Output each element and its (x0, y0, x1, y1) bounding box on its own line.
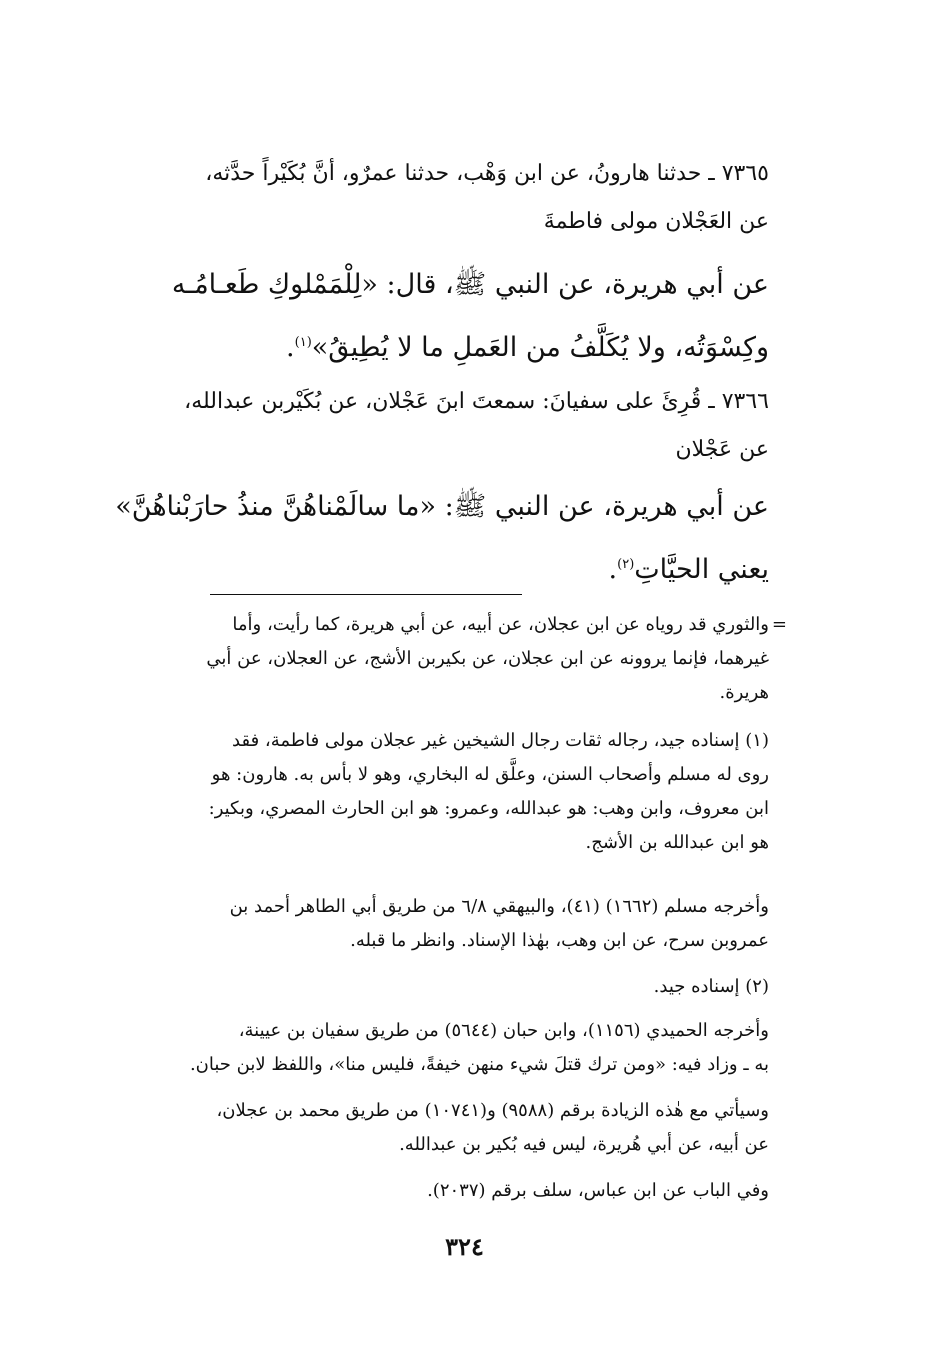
footnote-2 (69, 970, 769, 1004)
footnote-ref-2: (٢) (617, 557, 635, 572)
page-number: ٣٢٤ (445, 1232, 484, 1261)
footnote-2-more (69, 1094, 769, 1162)
footnote-2-extract-line1: وأخرجه الحميدي (١١٥٦)، وابن حبان (٥٦٤٤) من طريق سفيان بن عيينة، (238, 1020, 769, 1041)
footnote-1-extract-line2: عمروبن سرح، عن ابن وهب، بهٰذا الإسناد. وانظر ما قبله. (350, 930, 769, 951)
footnote-1-line2: روى له مسلم وأصحاب السنن، وعلَّق له البخاري، وهو لا بأس به. هارون: هو (211, 764, 769, 785)
footnote-1 (69, 724, 769, 860)
footnote-1-line4: هو ابن عبدالله بن الأشج. (585, 832, 769, 853)
footnote-continuation-line3: هريرة. (719, 682, 769, 703)
footnote-2-line1: (٢) إسناده جيد. (653, 976, 769, 997)
footnote-ref-1: (١) (294, 335, 312, 350)
hadith-7365-chain-line1: ٧٣٦٥ ـ حدثنا هارونُ، عن ابن وَهْب، حدثنا عمرٌو، أنَّ بُكَيْراً حدَّثه، (205, 161, 769, 186)
hadith-7366-end: . (608, 554, 618, 585)
footnote-continuation-line2: غيرهما، فإنما يروونه عن ابن عجلان، عن بكيربن الأشج، عن العجلان، عن أبي (206, 648, 769, 669)
hadith-7365-text-line1: عن أبي هريرة، عن النبي ﷺ، قال: «لِلْمَمْلوكِ طَعـامُـه (171, 269, 769, 300)
footnote-2-extract (69, 1014, 769, 1082)
hadith-7366-chain-line1: ٧٣٦٦ ـ قُرِئَ على سفيانَ: سمعتَ ابنَ عَجْلان، عن بُكَيْربن عبدالله، (184, 389, 769, 414)
hadith-7366-text-line1: عن أبي هريرة، عن النبي ﷺ: «ما سالَمْناهُنَّ منذُ حارَبْناهُنَّ» (115, 491, 769, 522)
footnote-1-line3: ابن معروف، وابن وهب: هو عبدالله، وعمرو: هو ابن الحارث المصري، وبكير: (208, 798, 769, 819)
hadith-7366-chain-line2: عن عَجْلان (675, 437, 769, 462)
footnote-2-more-line2: عن أبيه، عن أبي هُريرة، ليس فيه بُكير بن عبدالله. (399, 1134, 769, 1155)
hadith-7365-end: . (286, 332, 295, 363)
footnote-2-final-line1: وفي الباب عن ابن عباس، سلف برقم (٢٠٣٧). (427, 1180, 769, 1201)
footnote-2-final (69, 1174, 769, 1208)
hadith-7365-text (69, 256, 769, 377)
footnote-2-extract-line2: به ـ وزاد فيه: «ومن ترك قتلَ شيء منهن خيفةً، فليس منا»، واللفظ لابن حبان. (189, 1054, 769, 1075)
footnote-1-extract-line1: وأخرجه مسلم (١٦٦٢) (٤١)، والبيهقي ٦/٨ من طريق أبي الطاهر أحمد بن (229, 896, 769, 917)
continuation-mark: = (771, 614, 787, 635)
hadith-7365-text-line2: وكِسْوَتُه، ولا يُكَلَّفُ من العَملِ ما لا يُطِيقُ» (311, 332, 769, 363)
footnote-continuation (69, 608, 787, 710)
hadith-7366-text-line2: يعني الحيَّاتِ (634, 554, 769, 585)
footnote-1-line1: (١) إسناده جيد، رجاله ثقات رجال الشيخين غير عجلان مولى فاطمة، فقد (232, 730, 769, 751)
footnote-1-extract (69, 890, 769, 958)
footnote-2-more-line1: وسيأتي مع هٰذه الزيادة برقم (٩٥٨٨) و(١٠٧٤١) من طريق محمد بن عجلان، (216, 1100, 769, 1121)
hadith-7365-chain-line2: عن العَجْلان مولى فاطمةَ (543, 209, 769, 234)
hadith-7365-chain (69, 150, 769, 246)
hadith-7366-chain (69, 378, 769, 474)
footnote-separator (210, 594, 522, 595)
footnote-continuation-line1: والثوري قد روياه عن ابن عجلان، عن أبيه، عن أبي هريرة، كما رأيت، وأما (232, 614, 769, 635)
hadith-7366-text (69, 478, 769, 599)
